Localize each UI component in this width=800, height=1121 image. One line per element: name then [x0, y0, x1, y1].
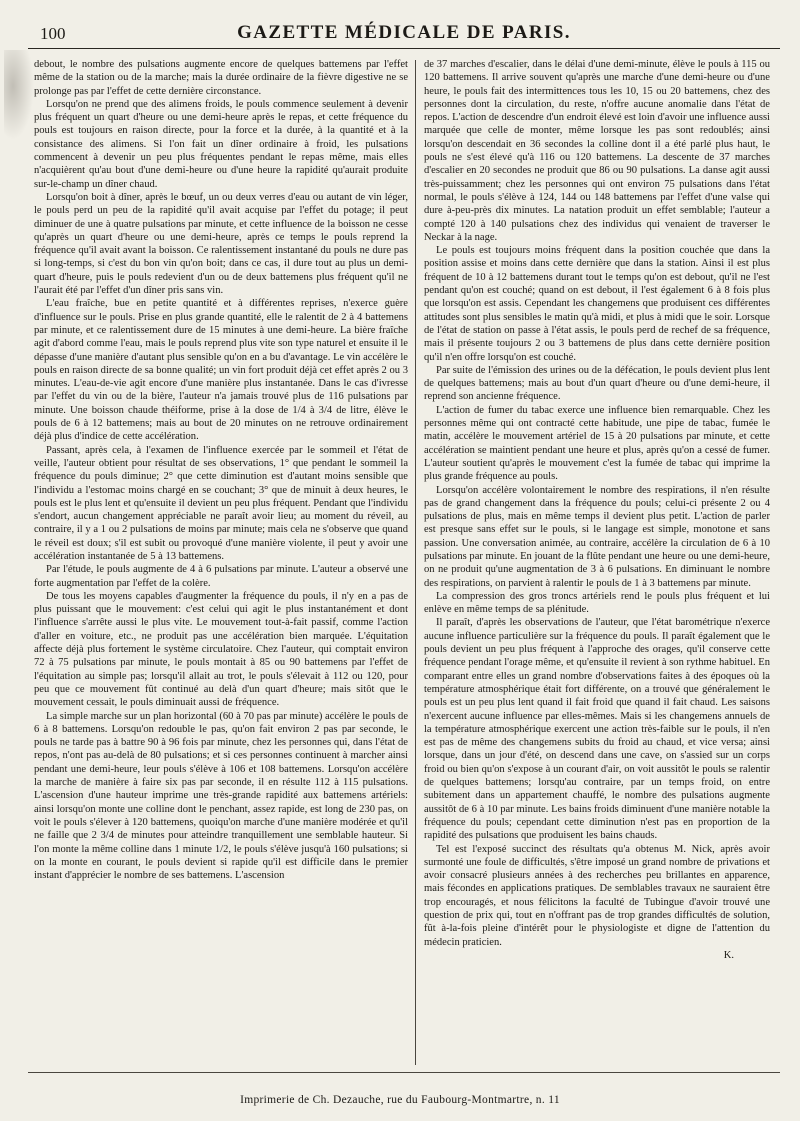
footer-rule: [28, 1072, 780, 1073]
left-column-paragraph: Lorsqu'on boit à dîner, après le bœuf, un ou deux verres d'eau ou autant de vin léger, le pouls perd un peu de la rapidité qu'il avait acquise par l'effet du potage; il peut diminuer de une à quatre pulsations par minute, et cette influence de la boisson ne cesse qu'après un quart d'heure ou une demi-heure, après ce temps le pouls reprend la fréquence qu'il avait avant la boisson. Ce ralentissement instantané du pouls ne dure pas si long-temps, si c'est du bon vin qu'on boit; dans ce cas, il dure tout au plus un demi-quart d'heure, puis le pouls redevient d'un ou de deux battemens plus fréquent qu'il ne l'aurait été par l'effet d'un dîner pris sans vin.: [34, 191, 408, 297]
journal-title: GAZETTE MÉDICALE DE PARIS.: [237, 22, 571, 43]
left-column-paragraph: debout, le nombre des pulsations augmente encore de quelques battemens par l'effet même de la station ou de la marche; mais la durée ordinaire de la fièvre digestive ne se prolonge pas par l'effet de cette dernière circonstance.: [34, 59, 408, 97]
right-column-body: [424, 58, 770, 949]
right-column-paragraph: Tel est l'exposé succinct des résultats qu'a obtenus M. Nick, après avoir surmonté une foule de difficultés, s'être imposé un grand nombre de privations et avoir consacré plusieurs années à des recherches peu brillantes en apparence, mais fécondes en applications pratiques. De semblables travaux ne sauraient être trop encouragés, et nous félicitons la faculté de Tubingue d'avoir trouvé une question de prix qui, tout en n'offrant pas de trop grandes difficultés de solution, fût à-la-fois pleine d'intérêt pour le physiologiste et digne de l'attention du médecin praticien.: [424, 843, 770, 948]
left-column: [34, 58, 408, 1058]
left-column-paragraph: Passant, après cela, à l'examen de l'influence exercée par le sommeil et l'état de veille, l'auteur obtient pour résultat de ses observations, 1° que pendant le sommeil la fréquence du pouls diminue; 2° que cette diminution est d'autant moins sensible que l'individu a l'estomac moins chargé en se couchant; 3° que de minuit à deux heures, le pouls est le plus lent et qu'ensuite il devient un peu plus fréquent. Pendant que l'individu s'endort, aucun changement appréciable ne paraît avoir lieu; au moment du réveil, au contraire, il y a 1 ou 2 pulsations de moins par minute; mais cela ne s'observe que quand le réveil est doux; s'il est subit ou provoqué d'une manière violente, il peut y avoir une accélération instantanée de 5 à 13 battemens.: [34, 444, 408, 562]
left-column-paragraph: De tous les moyens capables d'augmenter la fréquence du pouls, il n'y en a pas de plus puissant que le mouvement: c'est celui qui agit le plus instantanément et dont l'influence s'arrête aussi le plus vite. Le mouvement tout-à-fait passif, comme l'action d'aller en voiture, etc., ne produit pas une accélération bien marquée. L'équitation affecte déjà plus fortement le système circulatoire. Chez l'auteur, qui comptait environ 72 à 75 pulsations par minute, le pouls montait à 85 ou 90 battemens par l'effet de l'équitation au simple pas; lorsqu'il allait au trot, le pouls s'élevait à 112 ou 120, pour peu que ce mouvement fût continué au delà d'un quart d'heure; mais sitôt que le mouvement cessait, le pouls diminuait aussi de fréquence.: [34, 590, 408, 709]
printer-imprint: Imprimerie de Ch. Dezauche, rue du Faubourg-Montmartre, n. 11: [240, 1094, 560, 1106]
right-column-paragraph: L'action de fumer du tabac exerce une influence bien remarquable. Chez les personnes même qui ont contracté cette habitude, une pipe de tabac, fumée le matin, accélère le mouvement artériel de 15 à 20 pulsations par minute, et cette accélération se maintient pendant une heure et plus, après qu'on a cessé de fumer. L'auteur soutient qu'après le mouvement c'est la fumée de tabac qui imprime la plus grande fréquence au pouls.: [424, 404, 770, 483]
right-column: [424, 58, 770, 1058]
right-column-paragraph: La compression des gros troncs artériels rend le pouls plus fréquent et lui enlève en même temps de sa plénitude.: [424, 590, 770, 616]
ink-smudge: [4, 50, 34, 140]
page-number: 100: [40, 24, 66, 43]
right-column-paragraph: Il paraît, d'après les observations de l'auteur, que l'état barométrique n'exerce aucune influence particulière sur la fréquence du pouls. Il paraît également que le pouls devient un peu plus fréquent à l'approche des orages, qu'il conserve cette fréquence pendant l'orage même, et qu'ensuite il revient à son rythme habituel. En comparant entre elles un grand nombre d'observations faites à des époques où la température atmosphérique était fort différente, on a trouvé que généralement le pouls est un peu plus lent quand il fait froid que quand il fait chaud. Les saisons n'exercent aucune influence par elles-mêmes. Mais si les changemens annuels de la température atmosphérique exercent une action très-faible sur le pouls, il n'en est pas de même des changemens subits du froid au chaud, et vice versa; ainsi lorsque, dans un jour d'été, on descend dans une cave, on s'assied sur un corps froid ou bien qu'on s'expose à un courant d'air, on voit aussitôt le pouls se ralentir de quelques battemens; lorsqu'au contraire, par un temps froid, on entre subitement dans un appartement chauffé, le nombre des pulsations augmente aussitôt de 6 à 10 par minute. Les bains froids diminuent d'une manière notable la fréquence du pouls; cependant cette diminution n'est pas en proportion de la rapidité des pulsations que produisent les bains chauds.: [424, 617, 770, 842]
left-column-paragraph: La simple marche sur un plan horizontal (60 à 70 pas par minute) accélère le pouls de 6 à 8 battemens. Lorsqu'on redouble le pas, qu'on fait environ 2 pas par seconde, le pouls ne tarde pas à battre 90 à 96 fois par minute, chez les personnes qui, dans l'état de repos, n'ont pas au-delà de 80 pulsations; et si ces personnes continuent à marcher ainsi pendant une demi-heure, leur pouls s'élève à 106 et 108 battemens. Lorsqu'on accélère la marche de manière à faire six pas par seconde, il en résulte 112 à 115 pulsations. L'ascension d'une hauteur imprime une très-grande rapidité aux battemens artériels: ainsi lorsqu'on monte une colline dont le penchant, assez rapide, est long de 230 pas, on voit le pouls s'élever à 120 battemens, quoiqu'on marche d'une manière modérée et qu'il ne faille que 2 3/4 de minutes pour atteindre tranquillement une semblable hauteur. Si l'on monte la même colline dans 1 minute 1/2, le pouls s'élève jusqu'à 160 pulsations; si on la monte en courant, le pouls devient si rapide qu'il est difficile dans le premier instant d'apprécier le nombre de ses battemens. L'ascension: [34, 710, 408, 882]
right-column-paragraph: Le pouls est toujours moins fréquent dans la position couchée que dans la position assise et moins dans cette dernière que dans la station. Ainsi il est plus fréquent de 10 à 12 battemens durant tout le temps qu'on est debout, qu'il ne l'est pendant qu'on est couché; quand on est debout, il l'est également 6 à 8 fois plus que lorsqu'on est assis. Cependant les changemens que produisent ces différentes attitudes sont plus sensibles le matin qu'à midi, et plus à midi que le soir. Lorsque de l'état de station on passe à l'état assis, le pouls perd de rechef de sa fréquence, mais il présente toujours 2 ou 3 battemens de plus dans cette dernière position qu'il n'en offre lorsqu'on est couché.: [424, 245, 770, 363]
left-column-paragraph: Lorsqu'on ne prend que des alimens froids, le pouls commence seulement à devenir plus fréquent un quart d'heure ou une demi-heure après le repas, et cette fréquence du pouls est toujours en raison directe, pour la force et la durée, à la quantité et à la consistance des alimens. Si l'on fait un dîner ordinaire à froid, les pulsations commencent à devenir un peu plus fréquentes pendant le repas même, mais elles n'acquièrent qu'au bout d'une demi-heure ou d'une heure la rapidité qu'aurait produite sur-le-champ un dîner chaud.: [34, 98, 408, 190]
right-column-paragraph: Par suite de l'émission des urines ou de la défécation, le pouls devient plus lent de quelques battemens; mais au bout d'un quart d'heure ou d'une demi-heure, il reprend son ancienne fréquence.: [424, 364, 770, 403]
left-column-paragraph: L'eau fraîche, bue en petite quantité et à différentes reprises, n'exerce guère d'influence sur le pouls. Prise en plus grande quantité, elle le ralentit de 2 à 4 battemens par minute, et ce ralentissement dure de 15 minutes à une demi-heure. La bière fraîche agit d'abord comme l'eau, mais le pouls reprend plus vite son type naturel et ensuite il le dépasse d'une manière d'autant plus sensible qu'on en a bu d'avantage. Le vin accélère le pouls en raison directe de sa bonne qualité; un vin fort produit déjà cet effet après 2 ou 3 minutes. L'eau-de-vie agit encore d'une manière plus instantanée. Dans le cas d'ivresse par l'effet du vin ou de la bière, l'auteur n'a jamais trouvé plus de 116 pulsations par minute. Une boisson chaude théiforme, prise à la dose de 1/4 à 3/4 de litre, élève le pouls de 6 à 12 battemens; mais au bout de 20 minutes on ne retrouve ordinairement déjà plus d'indice de cette accélération.: [34, 298, 408, 443]
right-column-paragraph: de 37 marches d'escalier, dans le délai d'une demi-minute, élève le pouls à 115 ou 120 battemens. Il arrive souvent qu'après une marche d'une demi-heure ou d'une heure, le pouls fait des intermittences tous les 10, 15 ou 20 battemens, chez des personnes dont la circulation, du reste, n'offre aucune anomalie dans l'état de repos. L'action de descendre d'un endroit élevé est loin d'avoir une influence aussi marquée que celle de monter, même lorsque les pas sont redoublés; ainsi lorsqu'on descendait en 36 secondes la colline dont il a été parlé plus haut, le pouls ne s'est élevé qu'à 116 ou 120 battemens. La descente de 37 marches d'escalier en 20 secondes ne produit que 86 ou 90 pulsations. La danse agit aussi très-puissamment; chez les personnes qui ont environ 75 pulsations dans l'état normal, le pouls s'élève à 124, 144 ou 148 battemens par l'effet d'une valse qui dure à-peu-près dix minutes. La natation produit un effet semblable; l'auteur a compté 120 à 140 pulsations chez des individus qui venaient de traverser le Neckar à la nage.: [424, 59, 770, 243]
column-divider: [415, 60, 416, 1065]
right-column-paragraph: Lorsqu'on accélère volontairement le nombre des respirations, il n'en résulte pas de grand changement dans la fréquence du pouls; celui-ci présente 2 ou 4 pulsations de plus, mais en même temps il devient plus petit. L'action de parler est presque sans effet sur le pouls, si le langage est simple, monotone et sans passion. Une conversation animée, au contraire, accélère la circulation de 6 à 10 pulsations par minute. En jouant de la flûte pendant une heure ou une demi-heure, on ne produit qu'une augmentation de 3 à 6 pulsations. En diminuant le nombre des respirations, on parvient à ralentir le pouls de 1 à 3 battemens par minute.: [424, 484, 770, 589]
page-header: [28, 18, 780, 49]
left-column-paragraph: Par l'étude, le pouls augmente de 4 à 6 pulsations par minute. L'auteur a observé une forte augmentation par l'effet de la colère.: [34, 564, 408, 589]
author-signature: K.: [723, 949, 734, 961]
